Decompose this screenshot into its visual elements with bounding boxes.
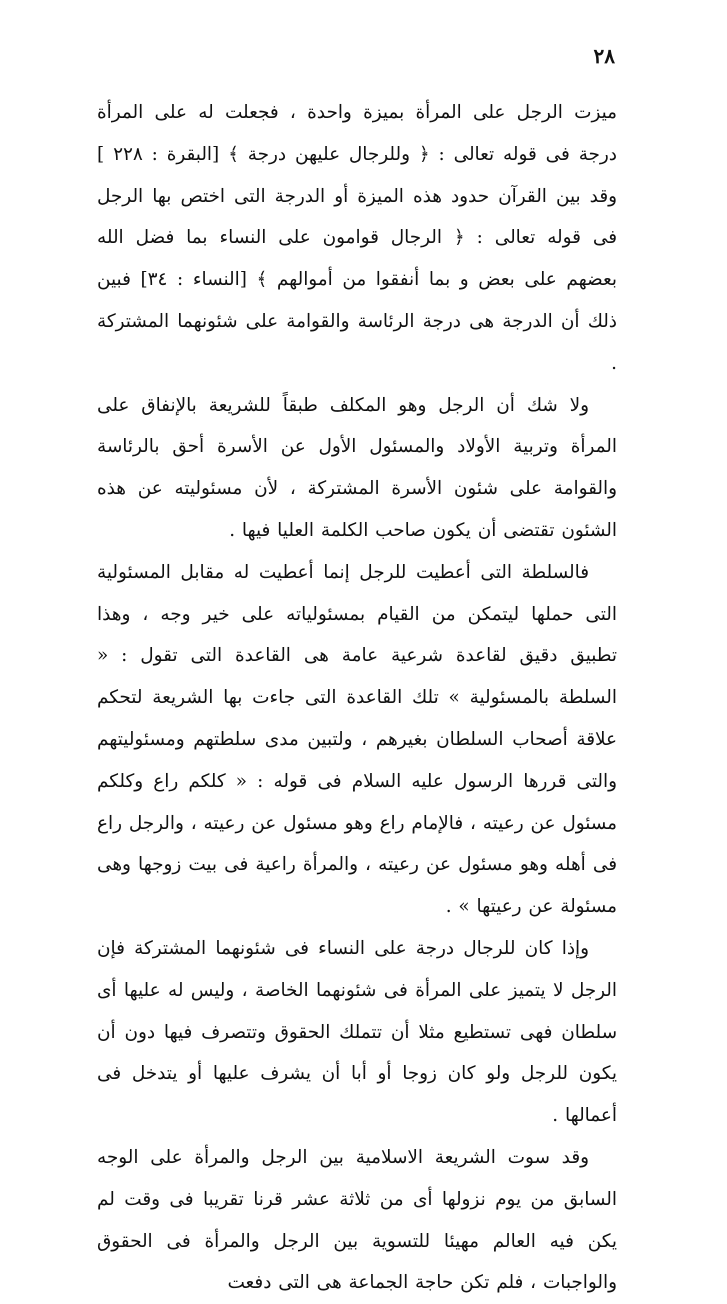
paragraph-4: وإذا كان للرجال درجة على النساء فى شئونهما المشتركة فإن الرجل لا يتميز على المرأة فى شئونهما الخاصة ، وليس له عليها أى سلطان فهى تستطيع مثلا أن تتملك الحقوق وتتصرف فيها دون أن يكون للرجل ولو كان زوجا أو أبا أن يشرف عليها أو يتدخل فى أعمالها . [97, 937, 617, 1127]
page-body [97, 92, 617, 1304]
paragraph-2: ولا شك أن الرجل وهو المكلف طبقاً للشريعة بالإنفاق على المرأة وتربية الأولاد والمسئول الأول عن الأسرة أحق بالرئاسة والقوامة على شئون الأسرة المشتركة ، لأن مسئوليته عن هذه الشئون تقتضى أن يكون صاحب الكلمة العليا فيها . [97, 394, 617, 541]
paragraph-3: فالسلطة التى أعطيت للرجل إنما أعطيت له مقابل المسئولية التى حملها ليتمكن من القيام بمسئولياته على خير وجه ، وهذا تطبيق دقيق لقاعدة شرعية عامة هى القاعدة التى تقول : « السلطة بالمسئولية » تلك القاعدة التى جاءت بها الشريعة لتحكم علاقة أصحاب السلطان بغيرهم ، ولتبين مدى سلطتهم ومسئوليتهم والتى قررها الرسول عليه السلام فى قوله : « كلكم راع وكلكم مسئول عن رعيته ، فالإمام راع وهو مسئول عن رعيته ، والرجل راع فى أهله وهو مسئول عن رعيته ، والمرأة راعية فى بيت زوجها وهى مسئولة عن رعيتها » . [97, 561, 617, 918]
page-number: ٢٨ [593, 44, 615, 68]
paragraph-5: وقد سوت الشريعة الاسلامية بين الرجل والمرأة على الوجه السابق من يوم نزولها أى من ثلاثة عشر قرنا تقريبا فى وقت لم يكن فيه العالم مهيئا للتسوية بين الرجل والمرأة فى الحقوق والواجبات ، فلم تكن حاجة الجماعة هى التى دفعت [97, 1146, 617, 1294]
paragraph-1: ميزت الرجل على المرأة بميزة واحدة ، فجعلت له على المرأة درجة فى قوله تعالى : ﴿ وللرجال عليهن درجة ﴾ [البقرة : ٢٢٨ ] وقد بين القرآن حدود هذه الميزة أو الدرجة التى اختص بها الرجل فى قوله تعالى : ﴿ الرجال قوامون على النساء بما فضل الله بعضهم على بعض و بما أنفقوا من أموالهم ﴾ [النساء : ٣٤] فبين ذلك أن الدرجة هى درجة الرئاسة والقوامة على شئونهما المشتركة . [97, 102, 618, 374]
